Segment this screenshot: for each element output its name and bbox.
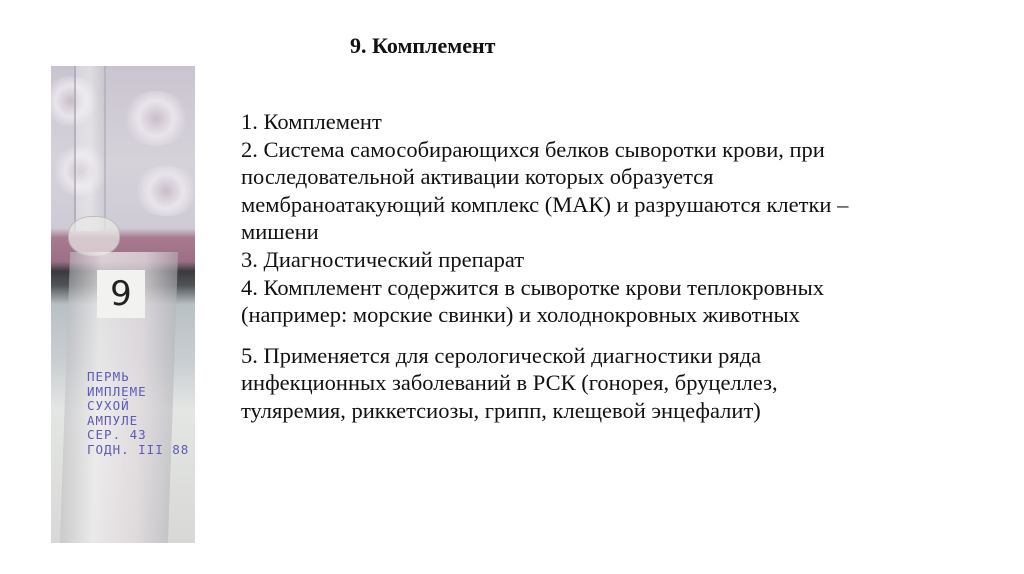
body-line: инфекционных заболеваний в РСК (гонорея, бруцеллез, bbox=[241, 370, 778, 396]
stamp-line: ПЕРМЬ bbox=[87, 369, 130, 384]
body-line: туляремия, риккетсиозы, грипп, клещевой энцефалит) bbox=[241, 397, 761, 423]
stamp-line: СУХОЙ bbox=[87, 398, 130, 413]
stamp-line: ИМПЛЕМЕ bbox=[87, 383, 147, 399]
body-line: 5. Применяется для серологической диагностики ряда bbox=[241, 342, 762, 368]
stamp-line: СЕР. 43 bbox=[87, 427, 147, 442]
ampoule-number-label: 9 bbox=[97, 270, 145, 318]
body-line: мембраноатакующий комплекс (МАК) и разрушаются клетки – bbox=[241, 191, 849, 217]
body-line: мишени bbox=[241, 219, 319, 245]
slide-body bbox=[241, 108, 848, 425]
body-line: последовательной активации которых образуется bbox=[241, 164, 714, 190]
ampoule-bulb bbox=[68, 216, 120, 256]
slide-title: 9. Комплемент bbox=[350, 33, 496, 58]
body-line: 4. Комплемент содержится в сыворотке крови теплокровных bbox=[241, 274, 824, 300]
ampoule-photo bbox=[51, 66, 195, 543]
stamp-line: АМПУЛЕ bbox=[87, 412, 139, 428]
body-line: 1. Комплемент bbox=[241, 109, 382, 134]
ampoule-stamp bbox=[87, 369, 190, 457]
ampoule-neck bbox=[74, 66, 106, 231]
stamp-line: ГОДН. III 88 bbox=[87, 441, 190, 457]
body-line: (например: морские свинки) и холоднокровных животных bbox=[241, 302, 800, 328]
body-line: 2. Система самособирающихся белков сыворотки крови, при bbox=[241, 136, 825, 162]
body-line: 3. Диагностический препарат bbox=[241, 246, 525, 272]
